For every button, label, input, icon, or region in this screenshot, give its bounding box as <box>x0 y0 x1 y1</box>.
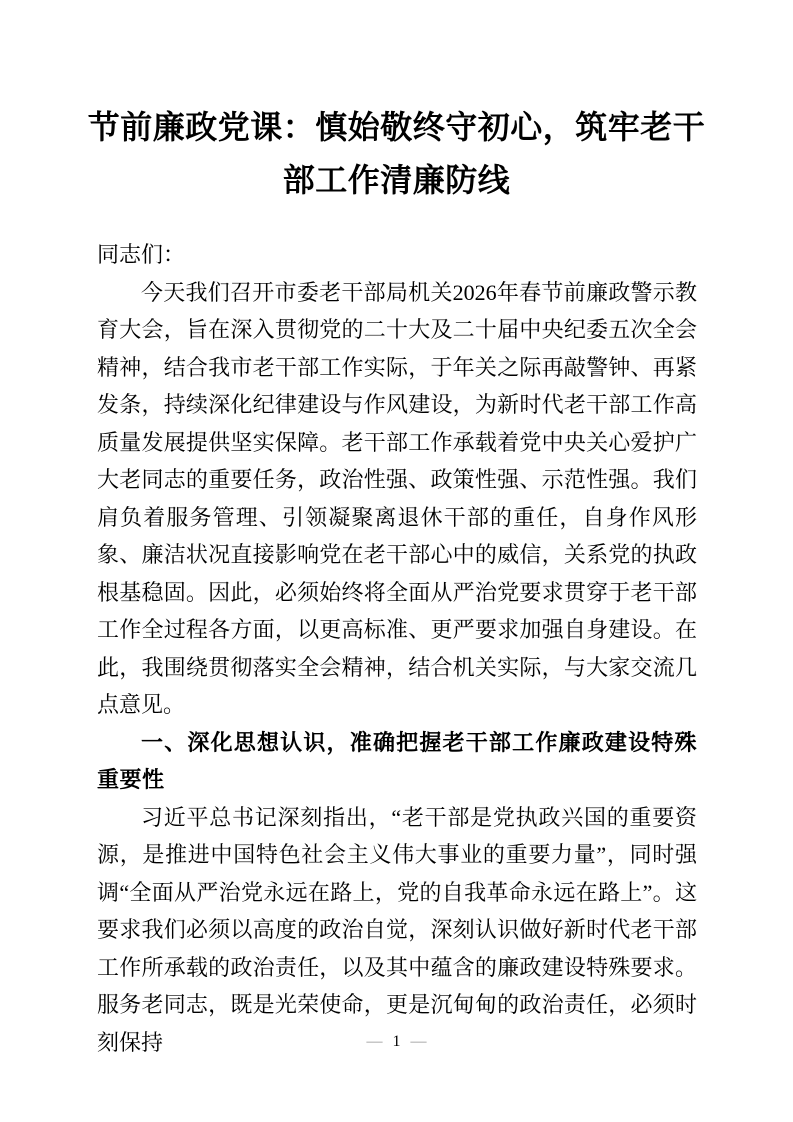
document-title: 节前廉政党课：慎始敬终守初心，筑牢老干部工作清廉防线 <box>87 109 706 198</box>
footer-dash-right: — <box>410 1033 427 1050</box>
section-1-paragraph: 习近平总书记深刻指出，“老干部是党执政兴国的重要资源，是推进中国特色社会主义伟大事业的重要力量”，同时强调“全面从严治党永远在路上，党的自我革命永远在路上”。这要求我们必须以高度的政治自觉，深刻认识做好新时代老干部工作所承载的政治责任，以及其中蕴含的廉政建设特殊要求。服务老同志，既是光荣使命，更是沉甸甸的政治责任，必须时刻保持 <box>97 804 698 1055</box>
page-number: 1 <box>392 1033 401 1050</box>
page-footer <box>0 1031 793 1053</box>
section-1-heading: 一、深化思想认识，准确把握老干部工作廉政建设特殊重要性 <box>97 729 697 792</box>
intro-paragraph: 今天我们召开市委老干部局机关2026年春节前廉政警示教育大会，旨在深入贯彻党的二十大及二十届中央纪委五次全会精神，结合我市老干部工作实际，于年关之际再敲警钟、再紧发条，持续深化纪律建设与作风建设，为新时代老干部工作高质量发展提供坚实保障。老干部工作承载着党中央关心爱护广大老同志的重要任务，政治性强、政策性强、示范性强。我们肩负着服务管理、引领凝聚离退休干部的重任，自身作风形象、廉洁状况直接影响党在老干部心中的威信，关系党的执政根基稳固。因此，必须始终将全面从严治党要求贯穿于老干部工作全过程各方面，以更高标准、更严要求加强自身建设。在此，我围绕贯彻落实全会精神，结合机关实际，与大家交流几点意见。 <box>97 279 697 717</box>
footer-dash-left: — <box>366 1033 383 1050</box>
salutation: 同志们： <box>97 242 186 267</box>
document-body <box>0 236 793 1061</box>
